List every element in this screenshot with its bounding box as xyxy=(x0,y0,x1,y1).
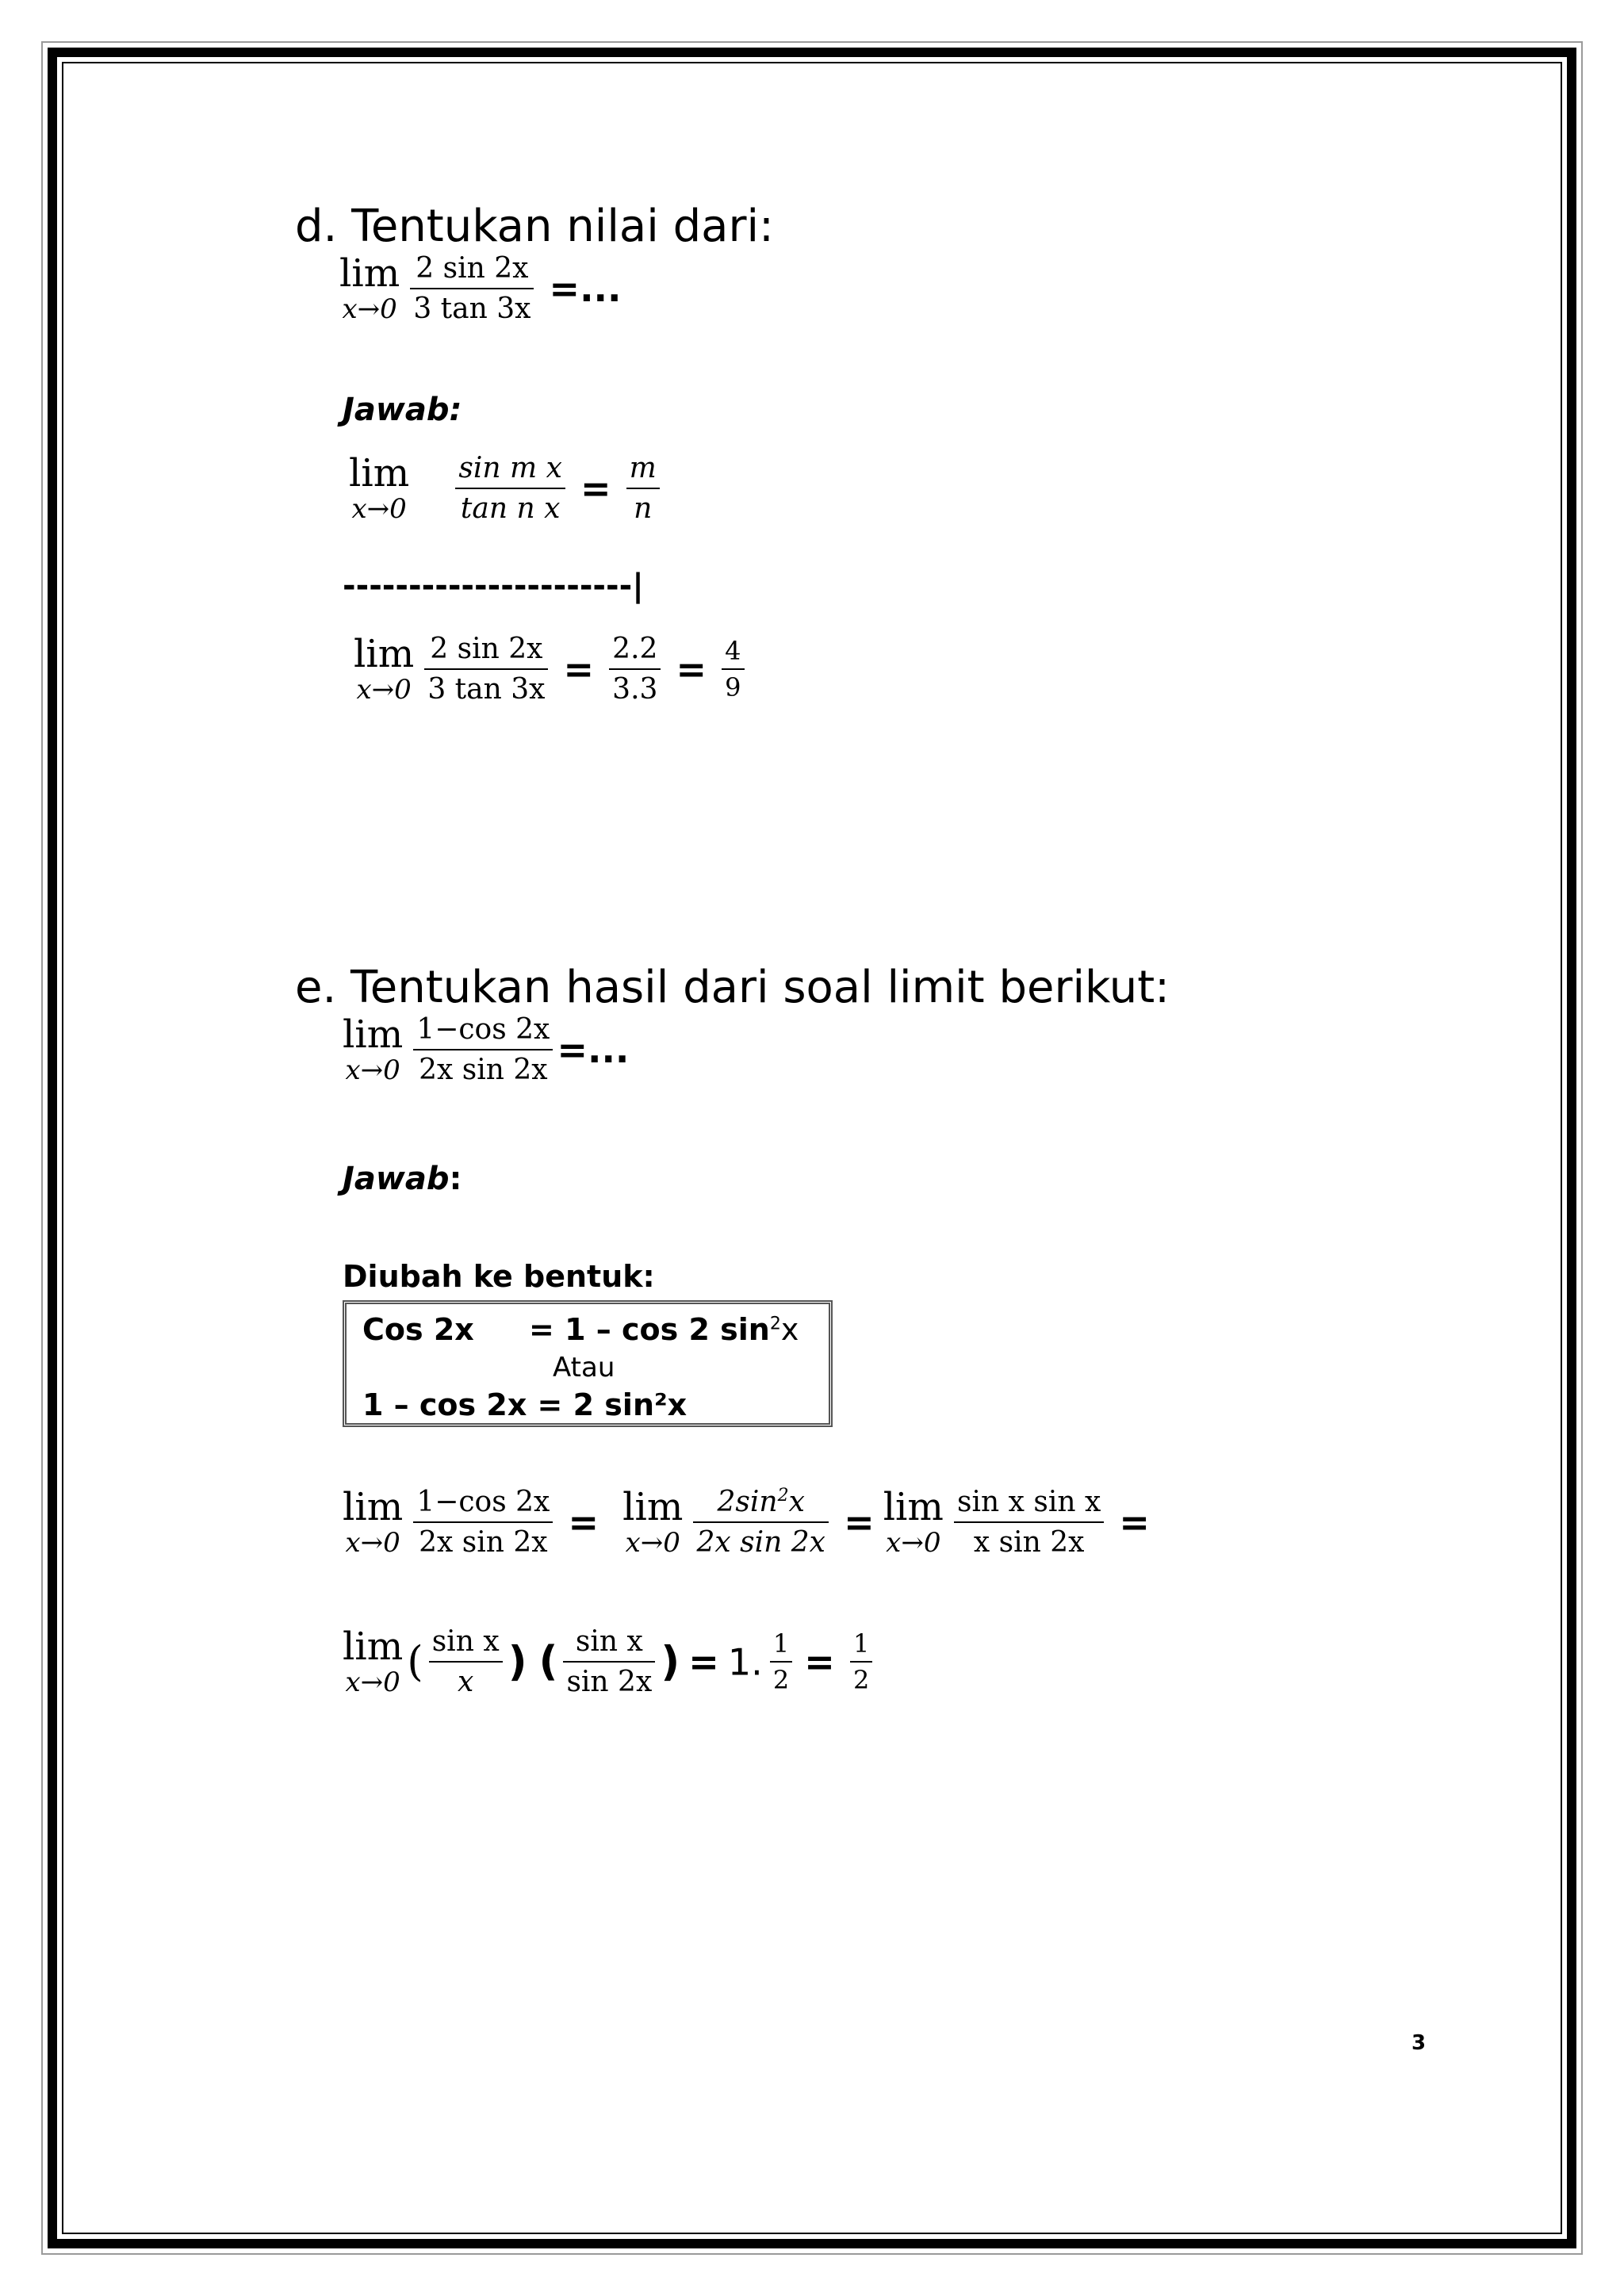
fraction: $\frac{4}{9}$ xyxy=(722,637,744,703)
section-e-problem xyxy=(343,1013,634,1087)
ellipsis-tail: =... xyxy=(549,267,622,311)
limit-operator: lim x→0 xyxy=(622,1485,684,1559)
fraction: $\frac{\text{sin m x}}{\text{tan n x}}$ xyxy=(455,452,565,526)
section-e-jawab-label: Jawab: xyxy=(343,1161,462,1197)
section-d-jawab-label: Jawab: xyxy=(343,392,462,428)
identity-line1-right: = 1 – cos 2 $\sin^2x$ xyxy=(529,1312,799,1347)
fraction: $\frac{m}{n}$ xyxy=(626,452,660,526)
equals-sign: = xyxy=(676,648,707,691)
value: 1. xyxy=(727,1640,763,1684)
limit-operator: lim x→0 xyxy=(343,1485,404,1559)
diubah-label: Diubah ke bentuk: xyxy=(343,1259,655,1294)
limit-operator: lim x→0 xyxy=(883,1485,944,1559)
page-border-inner xyxy=(62,62,1562,2234)
equals-sign: = xyxy=(688,1640,719,1684)
equals-sign: = xyxy=(568,1501,599,1544)
fraction: $\frac{1-\cos 2x}{\text{2x sin 2x}}$ xyxy=(413,1486,553,1559)
section-d-solution xyxy=(354,633,751,706)
fraction: $\frac{2.2}{3.3}$ xyxy=(609,633,661,706)
fraction: $\frac{1}{2}$ xyxy=(850,1629,872,1696)
equals-sign: = xyxy=(580,467,611,511)
fraction: $\frac{\text{sin x sin x}}{\text{x sin 2x}}$ xyxy=(954,1486,1104,1559)
fraction: $\frac{\text{sin x}}{\sin 2x}$ xyxy=(563,1625,655,1699)
section-e-step1 xyxy=(343,1486,1155,1559)
limit-operator: lim x→0 xyxy=(343,1624,404,1699)
dashed-separator: ----------------------| xyxy=(343,568,644,604)
identity-line1-left: Cos 2x xyxy=(362,1312,474,1347)
limit-operator: lim x→0 xyxy=(343,1012,404,1087)
limit-operator: lim x→0 xyxy=(354,632,415,706)
limit-operator: lim x→0 xyxy=(349,451,410,526)
section-d-heading: d. Tentukan nilai dari: xyxy=(295,201,774,252)
fraction: $\frac{1-\cos 2x}{\text{2x sin 2x}}$ xyxy=(413,1013,553,1087)
section-e-step2: lim x→0 ( $\frac{\text{sin x}}{x}$ ) ( $\frac{\text{sin x}}{\sin 2x}$ ) = 1. $\frac{1}{2}$ = $\frac{1}{2}$ xyxy=(343,1625,879,1699)
equals-sign: = xyxy=(563,648,595,691)
fraction: $\frac{2\sin^2x}{\text{2x sin 2x}}$ xyxy=(693,1486,828,1559)
fraction: $\frac{1}{2}$ xyxy=(770,1629,792,1696)
fraction: $\frac{2 \sin 2x}{3 \tan 3x}$ xyxy=(424,633,548,706)
equals-sign: = xyxy=(1119,1501,1150,1544)
page-number: 3 xyxy=(1411,2031,1427,2055)
ellipsis-tail: =... xyxy=(557,1028,630,1072)
identity-box xyxy=(343,1300,833,1427)
section-d-problem xyxy=(339,252,626,326)
section-d-formula xyxy=(349,452,666,526)
section-e-heading: e. Tentukan hasil dari soal limit berikut: xyxy=(295,962,1170,1013)
identity-line3: 1 – cos 2x = 2 sin²x xyxy=(362,1387,688,1422)
fraction: $\frac{\text{sin x}}{x}$ xyxy=(429,1625,503,1699)
fraction: $\frac{2 \sin 2x}{3 \tan 3x}$ xyxy=(410,252,534,326)
equals-sign: = xyxy=(804,1640,835,1684)
limit-operator: lim x→0 xyxy=(339,251,400,326)
identity-line2: Atau xyxy=(553,1352,615,1383)
equals-sign: = xyxy=(844,1501,875,1544)
